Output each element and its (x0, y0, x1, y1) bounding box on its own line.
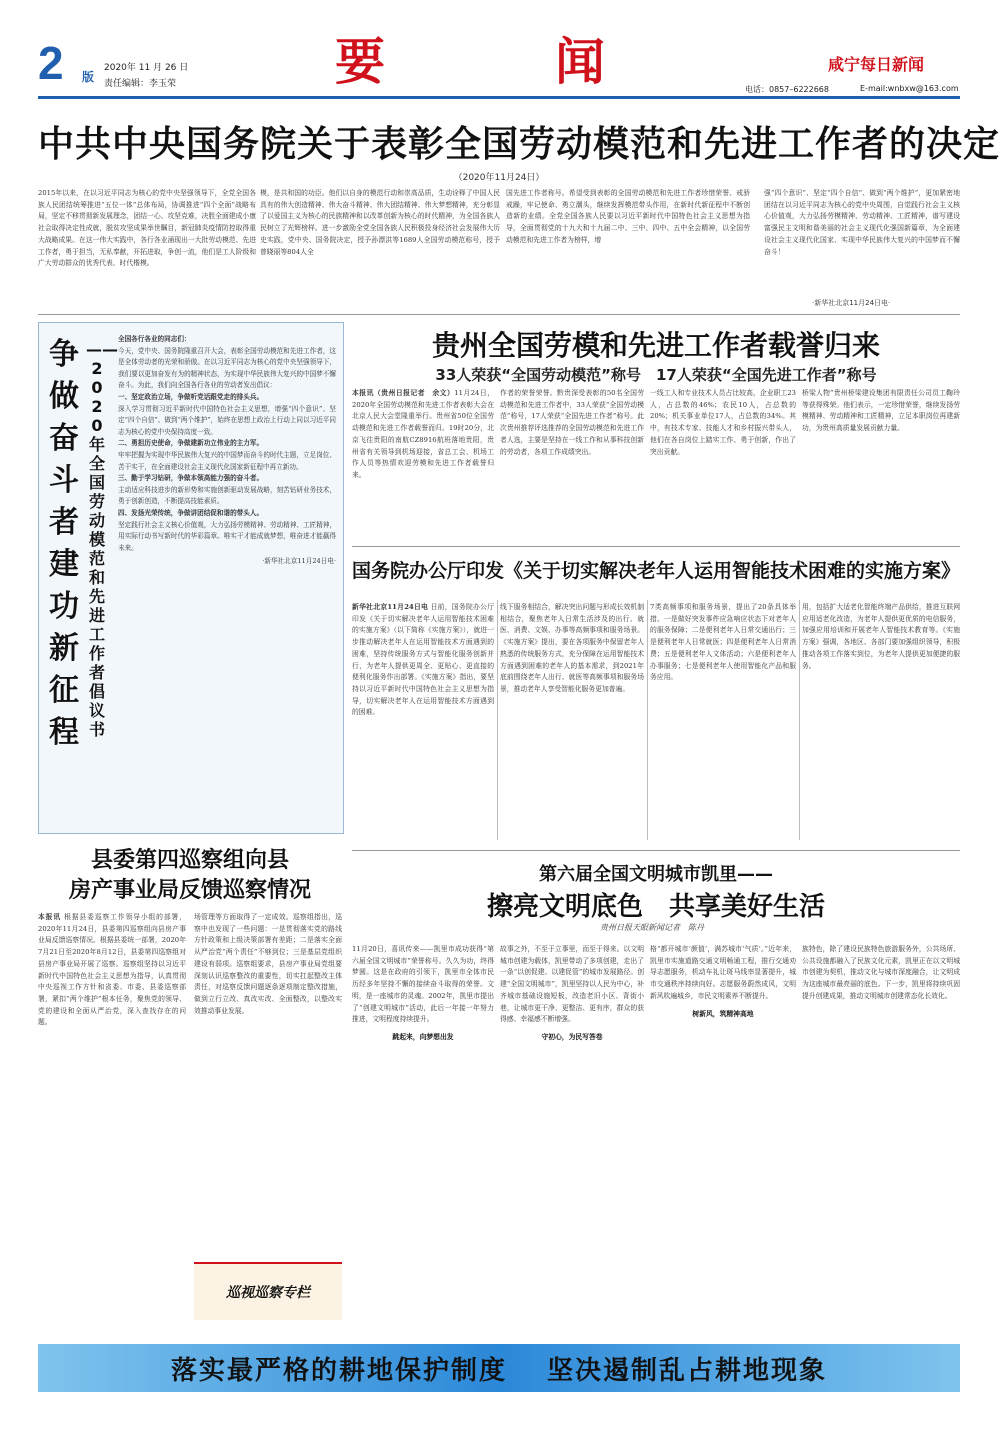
paper-name: 咸宁每日新闻 (828, 55, 925, 74)
initiative-point: 坚定践行社会主义核心价值观，大力弘扬劳模精神、劳动精神、工匠精神，用实际行动书写新时代的华彩篇章。唯实干才能成就梦想，唯奋进才能赢得未来。 (118, 520, 336, 552)
civilized-kicker: 第六届全国文明城市凯里—— (539, 864, 773, 885)
section-title: 要 闻 (335, 32, 665, 91)
bottom-banner (38, 1344, 960, 1392)
inspection-column-badge (194, 1262, 342, 1320)
civilized-text: 故事之外，不至于立事里，而至于得来。以文明城市创建为载体，凯里带动了多项创建，走出了一条“以创促建、以建促管”的城市发展路径。创建“全国文明城市”，凯里坚持以人民为中心，补齐城市基础设施短板，改造老旧小区、背街小巷，让城市更干净、更整洁、更有序，群众的获得感、幸福感不断增强。 (500, 945, 644, 1024)
initiative-point: 主动适应科技进步的新形势和实施创新驱动发展战略，刻苦钻研业务技术，勇于创新创造，不断提高技能素质。 (118, 485, 336, 506)
civilized-col-3 (650, 944, 796, 1334)
initiative-body (118, 334, 336, 828)
inspection-byline: 本报讯 (38, 913, 62, 921)
page-number: 2 (38, 37, 64, 89)
civilized-subhead: 树新风，筑精神高地 (692, 1009, 754, 1018)
elderly-headline: 国务院办公厅印发《关于切实解决老年人运用智能技术困难的实施方案》 (352, 560, 961, 582)
inspection-column-name: 巡视巡察专栏 (226, 1285, 310, 1301)
divider (38, 314, 960, 315)
contact-phone: 电话：0857–6222668 (745, 85, 829, 94)
banner-text-right: 坚决遏制乱占耕地现象 (547, 1355, 828, 1386)
elderly-col-3: 7类高频事项和服务场景，提出了20条具体举措。一是做好突发事件应急响应状态下对老年人的服务保障；二是便利老年人日常交通出行；三是便利老年人日常就医；四是便利老年人日常消费；五是便利老年人文体活动；六是便利老年人办事服务；七是便利老年人使用智能化产品和服务应用。 (650, 603, 796, 682)
initiative-source: ·新华社北京11月24日电· (262, 557, 336, 566)
guizhou-headline: 贵州全国劳模和先进工作者载誉归来 (431, 329, 880, 362)
initiative-subtitle: ——2020年全国劳动模范和先进工作者倡议书 (86, 340, 118, 739)
inspection-headline-line: 房产事业局反馈巡察情况 (68, 878, 311, 903)
civilized-subhead: 跳起来，向梦想出发 (392, 1032, 454, 1041)
guizhou-col-3: 一线工人和专业技术人员占比较高，企业职工23人，占总数的46%；农民10人，占总数的20%；机关事业单位17人，占总数的34%。其中，有技术专家、技能人才和乡村振兴带头人，他们在各自岗位上踏实工作、勇于创新，作出了突出贡献。 (650, 389, 796, 456)
lead-col-2: 模，是共和国的功臣。他们以自身的模范行动和崇高品质，生动诠释了中国人民具有的伟大创造精神、伟大奋斗精神、伟大团结精神、伟大梦想精神，充分彰显了以爱国主义为核心的民族精神和以改革创新为核心的时代精神，为全国各族人民树立了光辉榜样。进一步激励全党全国各族人民积极投身经济社会发展伟大历史实践，党中央、国务院决定，授予孙漂洪等1689人全国劳动模范称号，授予曾晓丽等804人全 (260, 189, 500, 256)
civilized-col-1 (352, 944, 494, 1334)
contact-email: E-mail:wnbxw@163.com (860, 84, 959, 93)
initiative-title: 争做奋斗者 建功新征程 (49, 337, 79, 750)
elderly-col-2: 线下服务相结合，解决突出问题与形成长效机制相结合，聚焦老年人日常生活涉及的出行、就医、消费、文娱、办事等高频事项和服务场景。《实施方案》提出，要在各项服务中保留老年人熟悉的传统服务方式，充分保障在运用智能技术方面遇到困难的老年人的基本需求，到2021年底前围绕老年人出行、就医等高频事项和服务场景，推动老年人享受智能化服务更加普遍。 (500, 603, 644, 693)
banner-text-left: 落实最严格的耕地保护制度 (170, 1355, 507, 1386)
guizhou-col-2: 作者的荣誉荣誉。黔贵深受表彰的50名全国劳动模范和先进工作者中，33人荣获“全国劳动模范”称号，17人荣获“全国先进工作者”称号。此次贵州推荐评选推荐的全国劳动模范和先进工作者人选，主要是坚持在一线工作和从事科技创新的劳动者，各项工作成绩突出。 (500, 389, 644, 456)
column-rule (799, 600, 800, 840)
initiative-point-title: 一、坚定政治立场，争做听党话跟党走的排头兵。 (118, 392, 264, 401)
civilized-subhead: 守初心，为民写答卷 (541, 1032, 603, 1041)
elderly-col-1 (352, 602, 494, 842)
masthead-rule (38, 96, 960, 99)
editor-credit: 责任编辑：李玉荣 (104, 79, 177, 89)
inspection-col-2: 场管理等方面取得了一定成效。巡察组指出，巡察中也发现了一些问题：一是贯彻落实党的路线方针政策和上级决策部署有差距；二是落实全面从严治党“两个责任”不够到位；三是基层党组织建设有弱项。巡察组要求，县房产事业局党组要深刻认识巡察整改的重要性，切实扛起整改主体责任，对巡察反馈问题逐条逐项制定整改措施，做到立行立改、真改实改、全面整改，以整改实效推动事业发展。 (194, 913, 342, 1015)
guizhou-col-4: 桥梁人物”贵州桥梁建设集团有限责任公司员工鞠玲等获得殊荣。他们表示，一定珍惜荣誉，继续发扬劳模精神、劳动精神和工匠精神，立足本职岗位再建新功，为贵州高质量发展贡献力量。 (802, 389, 960, 433)
inspection-headline-line: 县委第四巡察组向县 (90, 848, 289, 873)
inspection-headline (38, 846, 342, 906)
lead-headline: 中共中央国务院关于表彰全国劳动模范和先进工作者的决定 (38, 124, 1000, 165)
elderly-text: 日前，国务院办公厅印发《关于切实解决老年人运用智能技术困难的实施方案》（以下简称《实施方案》），就进一步推动解决老年人在运用智能技术方面遇到的困难，坚持传统服务方式与智能化服务创新并行，为老年人提供更周全、更贴心、更直接的便利化服务作出部署。《实施方案》指出，要坚持以习近平新时代中国特色社会主义思想为指导，切实解决老年人在运用智能技术方面遇到的困难。 (352, 603, 494, 717)
initiative-intro: 今天，党中央、国务院隆重召开大会，表彰全国劳动模范和先进工作者，这是全体劳动者的光荣和骄傲。在以习近平同志为核心的党中央坚强领导下，我们要以更加奋发有为的精神状态，为实现中华民族伟大复兴的中国梦不懈奋斗。为此，我们向全国各行各业的劳动者发出倡议： (118, 346, 336, 390)
column-rule (647, 600, 648, 840)
lead-col-1: 2015年以来，在以习近平同志为核心的党中央坚强领导下，全党全国各族人民团结统筹推进“五位一体”总体布局，协调推进“四个全面”战略布局，坚定不移贯彻新发展理念，团结一心、攻坚克难，决胜全面建成小康社会取得决定性成就，脱贫攻坚成果举世瞩目，新冠肺炎疫情防控取得重大战略成果。在这一伟大实践中，各行各业涌现出一大批劳动模范、先进工作者，勇于担当，无私奉献，开拓进取，争创一流，他们是工人阶级和广大劳动群众的优秀代表、时代楷模。 (38, 189, 256, 268)
initiative-salutation: 全国各行各业的同志们： (118, 335, 191, 343)
inspection-text: 根据县委巡察工作领导小组的部署，2020年11月24日，县委第四巡察组向县房产事业局反馈巡察情况。根据县委统一部署，2020年7月21日至2020年8月12日，县委第四巡察组对县房产事业局开展了巡察。巡察组坚持以习近平新时代中国特色社会主义思想为指导，认真贯彻中央巡视工作方针和省委、市委、县委巡察部署，紧扣“两个维护”根本任务，聚焦党的领导、党的建设和全面从严治党，深入查找存在的问题。 (38, 913, 186, 1027)
guizhou-byline: 本报讯（贵州日报记者 余文） (352, 389, 455, 397)
initiative-point-title: 三、勤于学习钻研，争做本领高能力强的奋斗者。 (118, 474, 264, 483)
civilized-col-4: 族特色，除了建设民族特色旅游服务外，公共场所、公共设施都融入了民族文化元素，凯里正在以文明城市创建为契机，推动文化与城市深度融合，让文明成为这座城市最亮丽的底色。下一步，凯里将持续巩固提升创建成果，推动文明城市创建常态化长效化。 (802, 945, 960, 1000)
lead-source: ·新华社北京11月24日电· (812, 299, 891, 307)
lead-col-3: 国先进工作者称号。希望受到表彰的全国劳动模范和先进工作者珍惜荣誉、戒骄戒躁，牢记使命、勇立潮头，继续发挥模范带头作用，在新时代新征程中不断创造新的业绩。全党全国各族人民要以习近平新时代中国特色社会主义思想为指导，全面贯彻党的十九大和十九届二中、三中、四中、五中全会精神，以全国劳动模范和先进工作者为榜样，增 (506, 189, 750, 244)
column-rule (497, 600, 498, 840)
divider (352, 546, 960, 547)
inspection-col-1 (38, 912, 186, 1332)
civilized-byline: 贵州日报天眼新闻记者 陈丹 (600, 923, 704, 932)
lead-col-4: 强“四个意识”、坚定“四个自信”、做到“两个维护”，更加紧密地团结在以习近平同志为核心的党中央周围，自觉践行社会主义核心价值观，大力弘扬劳模精神、劳动精神、工匠精神，谱写建设富强民主文明和谐美丽的社会主义现代化强国新篇章，为全面建设社会主义现代化国家、实现中华民族伟大复兴的中国梦而不懈奋斗！ (764, 189, 960, 256)
guizhou-subhead: 33人荣获“全国劳动模范”称号 17人荣获“全国先进工作者”称号 (435, 366, 877, 384)
initiative-point-title: 四、发扬光荣传统，争做讲团结促和谐的带头人。 (118, 508, 264, 517)
guizhou-col-1 (352, 388, 494, 536)
civilized-headline: 擦亮文明底色 共享美好生活 (486, 892, 825, 922)
civilized-text: 格“都开城市‘颜值’，满苏城市‘气质’。”近年来，凯里市实施道路交通文明畅通工程，推行交通劝导志愿服务，机动车礼让斑马线率显著提升，城市交通秩序持续向好。志愿服务蔚然成风，文明新风吹遍城乡，市民文明素养不断提升。 (650, 945, 796, 1000)
lead-dateline: （2020年11月24日） (453, 173, 545, 183)
divider (352, 850, 960, 851)
initiative-point: 深入学习贯彻习近平新时代中国特色社会主义思想，增强“四个意识”、坚定“四个自信”、做到“两个维护”，始终在思想上政治上行动上同以习近平同志为核心的党中央保持高度一致。 (118, 404, 336, 436)
initiative-point: 牢牢把握为实现中华民族伟大复兴的中国梦而奋斗的时代主题，立足岗位、苦干实干，在全面建设社会主义现代化国家新征程中再立新功。 (118, 450, 336, 471)
page-number-suffix: 版 (82, 70, 95, 84)
civilized-text: 11月20日，喜讯传来——凯里市成功获得“第六届全国文明城市”荣誉称号。久久为功，终得梦圆。这是在政府的引领下，凯里市全体市民历经多年坚持不懈的接续奋斗取得的荣誉。文明，是一座城市的灵魂。2002年，凯里市提出了“创建文明城市”活动，此后一年接一年努力推进，文明程度持续提升。 (352, 945, 494, 1024)
civilized-col-2 (500, 944, 644, 1334)
issue-date: 2020年 11 月 26 日 (104, 63, 189, 73)
elderly-col-4: 用，包括扩大适老化智能终端产品供给，推进互联网应用适老化改造，为老年人提供更优质的电信服务，加强应用培训和开展老年人智能技术教育等。《实施方案》强调，各地区、各部门要加强组织领导，积极推动各项工作落实到位，为老年人提供更加便捷的服务。 (802, 603, 960, 670)
elderly-byline: 新华社北京11月24日电 (352, 603, 429, 611)
guizhou-text: 11月24日，2020年全国劳动模范和先进工作者表彰大会在北京人民大会堂隆重举行。贵州省50位全国劳动模范和先进工作者载誉而归。19时20分，北京飞往贵阳的南航CZ8916航班落地贵阳，贵州省有关领导到机场迎接，省总工会、机场工作人员等热情欢迎劳模和先进工作者载誉归来。 (352, 389, 494, 479)
initiative-point-title: 二、勇担历史使命，争做建新功立伟业的主力军。 (118, 439, 264, 448)
